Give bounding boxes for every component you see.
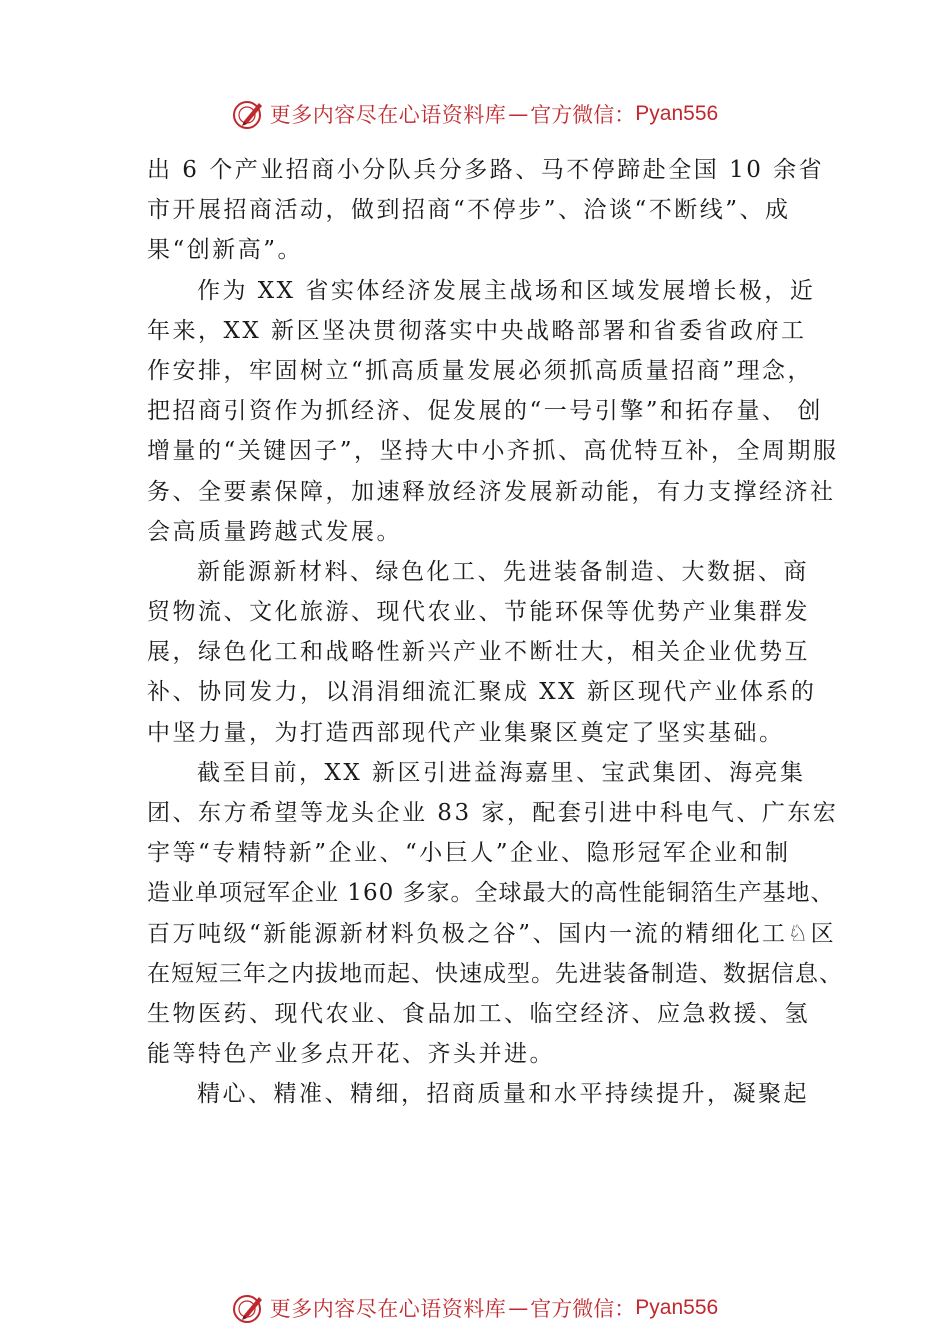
page-header-banner	[0, 94, 950, 134]
pen-logo-icon	[232, 97, 266, 131]
body-line: 补、协同发力，以涓涓细流汇聚成 XX 新区现代产业体系的	[147, 679, 817, 706]
header-wechat-label: 官方微信：	[530, 103, 636, 127]
body-line: 会高质量跨越式发展。	[147, 518, 402, 545]
body-line: 作安排，牢固树立“抓高质量发展必须抓高质量招商”理念，	[147, 357, 814, 384]
body-line: 能等特色产业多点开花、齐头并进。	[147, 1041, 555, 1068]
body-line: 果“创新高”。	[147, 237, 304, 264]
body-line: 中坚力量，为打造西部现代产业集聚区奠定了坚实基础。	[147, 719, 785, 746]
body-line: 展，绿色化工和战略性新兴产业不断壮大，相关企业优势互	[147, 639, 810, 666]
body-line: 生物医药、现代农业、食品加工、临空经济、应急救援、氢	[147, 1000, 810, 1027]
body-line: 年来，XX 新区坚决贯彻落实中央战略部署和省委省政府工	[147, 317, 807, 344]
body-line: 贸物流、文化旅游、现代农业、节能环保等优势产业集群发	[147, 599, 810, 626]
paragraph-start-line: 作为 XX 省实体经济发展主战场和区域发展增长极，近	[197, 277, 816, 304]
header-banner-dash: —	[508, 102, 529, 126]
body-line: 在短短三年之内拔地而起、快速成型。先进装备制造、数据信息、	[147, 960, 843, 987]
header-wechat-id: Pyan556	[635, 102, 719, 125]
body-line: 造业单项冠军企业 160 多家。全球最大的高性能铜箔生产基地、	[147, 880, 835, 907]
body-line: 出 6 个产业招商小分队兵分多路、马不停蹄赴全国 10 余省	[147, 157, 825, 183]
paragraph-start-line: 精心、精准、精细，招商质量和水平持续提升，凝聚起	[197, 1081, 809, 1108]
pen-logo-icon	[232, 1291, 266, 1325]
body-line: 百万吨级“新能源新材料负极之谷”、国内一流的精细化工♘区	[147, 920, 837, 947]
body-line: 宇等“专精特新”企业、“小巨人”企业、隐形冠军企业和制	[147, 840, 791, 867]
header-banner-text: 更多内容尽在心语资料库	[269, 103, 507, 127]
paragraph-start-line: 新能源新材料、绿色化工、先进装备制造、大数据、商	[197, 558, 809, 585]
body-line: 团、东方希望等龙头企业 83 家，配套引进中科电气、广东宏	[147, 800, 839, 826]
paragraph-start-line: 截至目前，XX 新区引进益海嘉里、宝武集团、海亮集	[197, 759, 806, 786]
footer-banner-dash: —	[508, 1296, 529, 1320]
body-line: 市开展招商活动，做到招商“不停步”、洽谈“不断线”、成	[147, 197, 791, 224]
document-body	[147, 150, 843, 1115]
footer-wechat-id: Pyan556	[635, 1296, 719, 1319]
footer-banner-text: 更多内容尽在心语资料库	[269, 1297, 507, 1321]
body-line: 增量的“关键因子”，坚持大中小齐抓、高优特互补，全周期服	[147, 438, 839, 465]
page-footer-banner	[0, 1288, 950, 1328]
body-line: 把招商引资作为抓经济、促发展的“一号引擎”和拓存量、 创	[147, 398, 823, 425]
footer-wechat-label: 官方微信：	[530, 1297, 636, 1321]
body-line: 务、全要素保障，加速释放经济发展新动能，有力支撑经济社	[147, 478, 836, 505]
